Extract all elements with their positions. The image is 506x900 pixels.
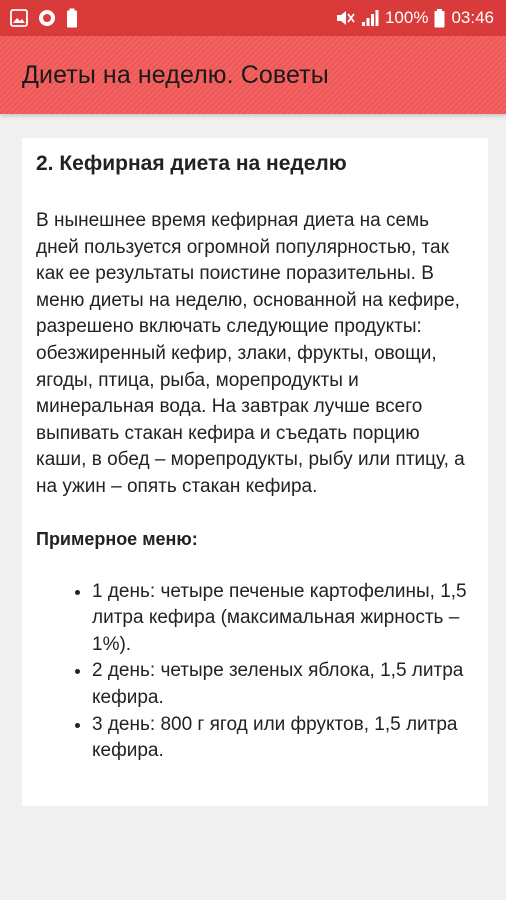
- clock: 03:46: [451, 8, 494, 27]
- article-title: 2. Кефирная диета на неделю: [36, 152, 347, 175]
- image-notification-icon: [10, 9, 28, 27]
- app-bar: [0, 36, 506, 114]
- menu-list: [36, 579, 468, 765]
- battery-percent: 100%: [384, 8, 429, 27]
- battery-notification-icon: [66, 8, 78, 28]
- battery-icon: [434, 9, 445, 28]
- notification-icons: [10, 8, 78, 28]
- status-bar: [0, 0, 506, 36]
- list-item: • 3 день: 800 г ягод или фруктов, 1,5 литра кефира.: [92, 712, 468, 765]
- list-item: • 2 день: четыре зеленых яблока, 1,5 литра кефира.: [92, 658, 468, 711]
- signal-icon: [361, 9, 379, 27]
- list-item: • 1 день: четыре печеные картофелины, 1,5 литра кефира (максимальная жирность – 1%).: [92, 579, 468, 659]
- article-card[interactable]: [22, 138, 488, 806]
- mute-icon: [335, 9, 355, 27]
- menu-heading: Примерное меню:: [36, 528, 198, 549]
- system-status: [335, 8, 494, 28]
- app-title: Диеты на неделю. Советы: [22, 60, 329, 89]
- sync-notification-icon: [38, 9, 56, 27]
- article-paragraph: В нынешнее время кефирная диета на семь дней пользуется огромной популярностью, так как ее результаты поистине поразительны. В меню диеты на неделю, основанной на кефире, разрешено включать следующие продукты: обезжиренный кефир, злаки, фрукты, овощи, ягоды, птица, рыба, морепродукты и минеральная вода. На завтрак лучше всего выпивать стакан кефира и съедать порцию каши, в обед – морепродукты, рыбу или птицу, а на ужин – опять стакан кефира.: [36, 210, 465, 497]
